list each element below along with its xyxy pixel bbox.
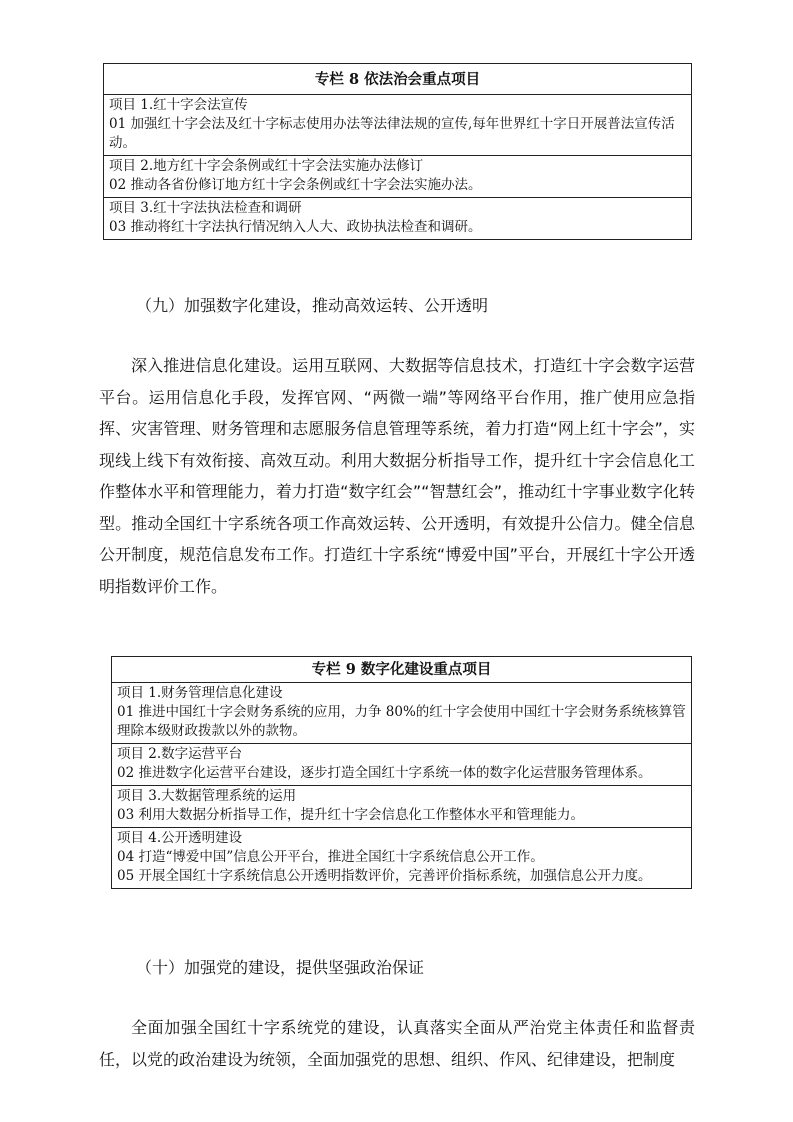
box-9-project-3	[112, 786, 691, 828]
project-item: 05 开展全国红十字系统信息公开透明指数评价，完善评价指标系统，加强信息公开力度。	[117, 868, 652, 884]
section-10-paragraph: 全面加强全国红十字系统党的建设，认真落实全面从严治党主体责任和监督责任，以党的政治建设为统领，全面加强党的思想、组织、作风、纪律建设，把制度	[99, 1018, 695, 1069]
project-item: 04 打造“博爱中国”信息公开平台，推进全国红十字系统信息公开工作。	[117, 849, 544, 865]
project-item: 01 推进中国红十字会财务系统的应用，力争 80%的红十字会使用中国红十字会财务系统核算管理除本级财政拨款以外的款物。	[117, 704, 686, 739]
box-9-project-1	[112, 683, 691, 744]
project-item: 01 加强红十字会法及红十字标志使用办法等法律法规的宣传,每年世界红十字日开展普法宣传活动。	[109, 116, 675, 151]
project-title: 项目 4.公开透明建设	[117, 830, 243, 846]
box-9	[111, 656, 692, 889]
box-9-project-2	[112, 744, 691, 786]
section-heading-9: （九）加强数字化建设，推动高效运转、公开透明	[136, 296, 489, 315]
box-8-project-3	[104, 198, 691, 239]
project-item: 03 利用大数据分析指导工作，提升红十字会信息化工作整体水平和管理能力。	[117, 807, 584, 823]
project-item: 03 推动将红十字法执行情况纳入人大、政协执法检查和调研。	[109, 219, 482, 235]
project-title: 项目 2.地方红十字会条例或红十字会法实施办法修订	[109, 158, 424, 174]
box-9-title: 专栏 9 数字化建设重点项目	[112, 657, 691, 683]
box-8-title: 专栏 8 依法治会重点项目	[104, 64, 691, 95]
project-title: 项目 3.红十字法执法检查和调研	[109, 200, 302, 216]
project-title: 项目 1.红十字会法宣传	[109, 97, 248, 113]
box-8-project-2	[104, 156, 691, 198]
section-heading-10: （十）加强党的建设，提供坚强政治保证	[136, 958, 425, 977]
project-title: 项目 3.大数据管理系统的运用	[117, 788, 297, 804]
box-9-project-4	[112, 828, 691, 888]
project-title: 项目 2.数字运营平台	[117, 746, 243, 762]
box-8	[103, 63, 692, 240]
project-title: 项目 1.财务管理信息化建设	[117, 685, 283, 701]
project-item: 02 推动各省份修订地方红十字会条例或红十字会法实施办法。	[109, 177, 482, 193]
section-9-paragraph: 深入推进信息化建设。运用互联网、大数据等信息技术，打造红十字会数字运营平台。运用信息化手段，发挥官网、“两微一端”等网络平台作用，推广使用应急指挥、灾害管理、财务管理和志愿服务信息管理等系统，着力打造“网上红十字会”，实现线上线下有效衔接、高效互动。利用大数据分析指导工作，提升红十字会信息化工作整体水平和管理能力，着力打造“数字红会”“智慧红会”，推动红十字事业数字化转型。推动全国红十字系统各项工作高效运转、公开透明，有效提升公信力。健全信息公开制度，规范信息发布工作。打造红十字系统“博爱中国”平台，开展红十字公开透明指数评价工作。	[99, 356, 695, 596]
box-8-project-1	[104, 95, 691, 156]
project-item: 02 推进数字化运营平台建设，逐步打造全国红十字系统一体的数字化运营服务管理体系。	[117, 765, 652, 781]
